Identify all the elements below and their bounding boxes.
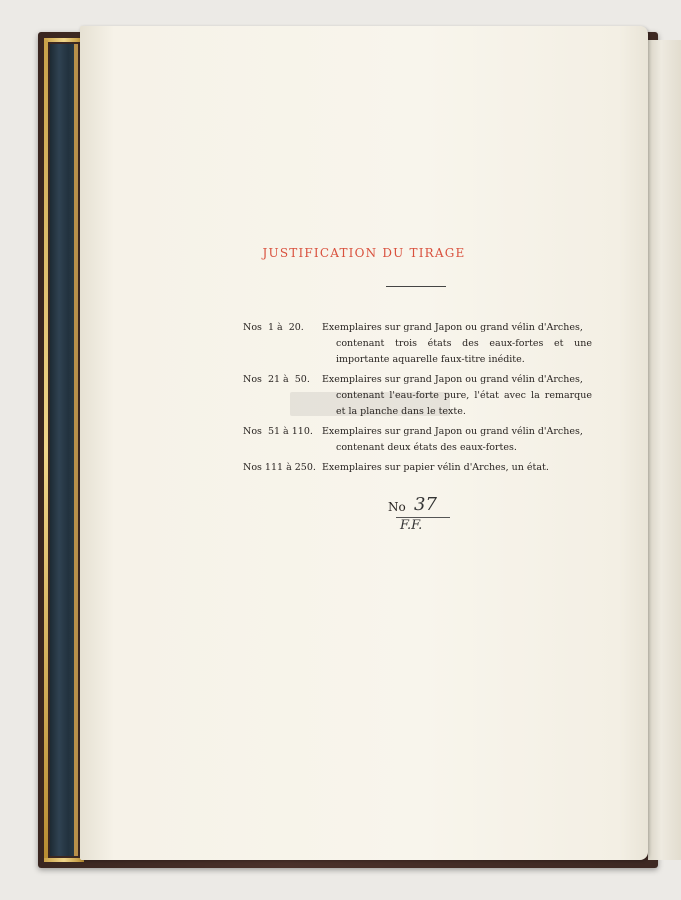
entry-text	[322, 460, 592, 476]
entry-range: Nos 51 à 110.	[243, 426, 313, 437]
handwritten-initials: F.F.	[400, 518, 423, 533]
entry-line: Exemplaires sur grand Japon ou grand vélin d'Arches,	[322, 426, 583, 437]
gilt-fillet-top	[44, 38, 84, 42]
entry-text	[322, 424, 592, 456]
page-title: JUSTIFICATION DU TIRAGE	[262, 246, 466, 260]
entry-line: Exemplaires sur grand Japon ou grand vélin d'Arches,	[322, 374, 583, 385]
entry-text	[322, 320, 592, 368]
gilt-fillet-left	[44, 40, 48, 860]
entry-line: contenant l'eau-forte pure, l'état avec la remarque et la planche dans le texte.	[336, 390, 592, 417]
entry-line: contenant trois états des eaux-fortes et une importante aquarelle faux-titre inédite.	[336, 338, 592, 365]
entry-line: Exemplaires sur grand Japon ou grand vélin d'Arches,	[322, 322, 583, 333]
doublure-panel	[50, 44, 76, 856]
entry-text	[322, 372, 592, 420]
gilt-fillet-bottom	[44, 858, 84, 862]
doublure-gilt-edge	[74, 44, 78, 856]
entry-range: Nos 21 à 50.	[243, 374, 310, 385]
title-rule	[386, 286, 446, 287]
entry-line: contenant deux états des eaux-fortes.	[336, 442, 517, 453]
entry-range: Nos 111 à 250.	[243, 462, 316, 473]
entry-range: Nos 1 à 20.	[243, 322, 304, 333]
entry-line: Exemplaires sur papier vélin d'Arches, un état.	[322, 462, 549, 473]
page-fore-edge	[648, 40, 681, 860]
copy-number-prefix: No	[388, 500, 406, 514]
handwritten-copy-number: 37	[414, 494, 437, 515]
